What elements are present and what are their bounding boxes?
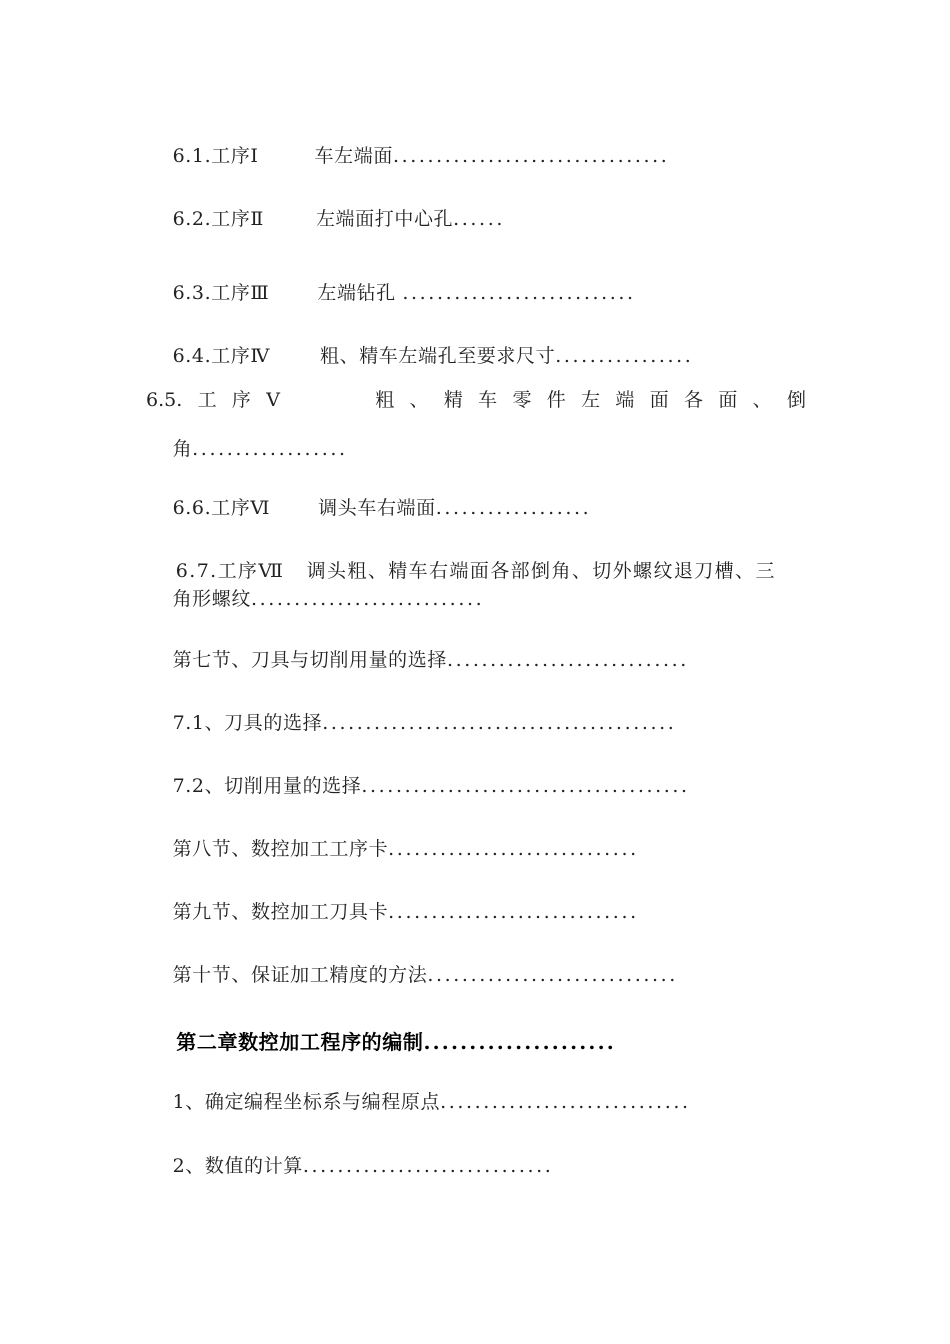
toc-chapter-title: 第二章数控加工程序的编制 xyxy=(176,1030,424,1054)
toc-title: 第七节、刀具与切削用量的选择 xyxy=(172,649,447,671)
toc-entry-6-7-continuation[interactable] xyxy=(146,571,484,628)
toc-entry-section-10[interactable] xyxy=(146,947,678,1004)
toc-word: 精 xyxy=(443,389,463,411)
toc-leader: ............................. xyxy=(388,901,639,923)
toc-leader: ............................. xyxy=(427,964,678,986)
toc-entry-6-1[interactable] xyxy=(146,128,669,185)
toc-entry-section-7[interactable] xyxy=(146,632,689,689)
toc-leader: .................. xyxy=(435,497,592,519)
toc-leader: ............................. xyxy=(388,838,639,860)
toc-entry-6-2[interactable] xyxy=(146,191,505,248)
toc-title: 角形螺纹 xyxy=(172,588,251,610)
toc-entry-2-2[interactable] xyxy=(146,1138,553,1195)
toc-entry-6-5-continuation[interactable] xyxy=(146,421,348,478)
toc-word: 各 xyxy=(684,389,704,411)
toc-leader: ............................ xyxy=(446,649,689,671)
toc-word: 面 xyxy=(718,389,738,411)
toc-entry-section-9[interactable] xyxy=(146,884,639,941)
toc-word: Ⅴ xyxy=(266,389,280,411)
toc-entry-7-2[interactable] xyxy=(146,758,690,815)
toc-word: 工 xyxy=(197,389,217,411)
toc-leader: ......................................... xyxy=(322,712,677,734)
toc-word: 、 xyxy=(752,389,772,411)
toc-number: 6.5. xyxy=(146,389,183,411)
toc-title: 左端钻孔 xyxy=(317,282,403,304)
toc-leader: ............................. xyxy=(440,1091,691,1113)
toc-word: 左 xyxy=(581,389,601,411)
toc-leader: .................. xyxy=(192,438,348,460)
toc-number: 6.1.工序Ⅰ xyxy=(172,145,259,167)
toc-entry-6-6[interactable] xyxy=(146,480,591,537)
toc-word: 车 xyxy=(478,389,498,411)
toc-number: 6.4.工序Ⅳ xyxy=(172,345,270,367)
toc-title: 第八节、数控加工工序卡 xyxy=(172,838,389,860)
toc-number: 6.3.工序Ⅲ xyxy=(172,282,270,304)
toc-title: 粗、精车左端孔至要求尺寸 xyxy=(320,345,556,367)
toc-title: 车左端面 xyxy=(314,145,393,167)
toc-leader: ................................ xyxy=(392,145,670,167)
toc-leader: ............................. xyxy=(302,1155,554,1177)
toc-entry-6-4[interactable] xyxy=(146,328,693,385)
toc-word: 零 xyxy=(512,389,532,411)
toc-word: 、 xyxy=(409,389,429,411)
toc-word: 端 xyxy=(615,389,635,411)
toc-title: 调头车右端面 xyxy=(318,497,436,519)
toc-leader: ...................................... xyxy=(361,775,690,797)
toc-leader: ................ xyxy=(555,345,694,367)
toc-title: 2、数值的计算 xyxy=(172,1155,303,1177)
toc-title: 第十节、保证加工精度的方法 xyxy=(172,964,428,986)
toc-leader: ........................... xyxy=(250,588,485,610)
toc-entry-6-3[interactable] xyxy=(146,265,636,322)
toc-title: 1、确定编程坐标系与编程原点 xyxy=(172,1091,441,1113)
toc-entry-2-1[interactable] xyxy=(146,1074,691,1131)
toc-entry-6-5[interactable] xyxy=(146,391,806,410)
toc-word: 序 xyxy=(231,389,251,411)
toc-leader: ...... xyxy=(453,208,505,230)
toc-leader: ........................... xyxy=(402,282,636,304)
toc-word: 粗 xyxy=(375,389,395,411)
toc-number: 6.2.工序Ⅱ xyxy=(172,208,264,230)
toc-title: 左端面打中心孔 xyxy=(315,208,454,230)
toc-word: 件 xyxy=(546,389,566,411)
toc-entry-chapter-2[interactable] xyxy=(146,1012,616,1072)
toc-title: 角 xyxy=(172,438,193,460)
toc-leader: ..................... xyxy=(423,1030,616,1054)
toc-title: 7.1、刀具的选择 xyxy=(172,712,323,734)
toc-entry-7-1[interactable] xyxy=(146,695,676,752)
toc-word: 倒 xyxy=(786,389,806,411)
toc-title: 7.2、切削用量的选择 xyxy=(172,775,362,797)
toc-word: 面 xyxy=(649,389,669,411)
toc-number: 6.6.工序Ⅵ xyxy=(172,497,271,519)
toc-title: 6.7.工序Ⅶ 调头粗、精车右端面各部倒角、切外螺纹退刀槽、三 xyxy=(175,560,776,582)
toc-entry-section-8[interactable] xyxy=(146,821,639,878)
toc-title: 第九节、数控加工刀具卡 xyxy=(172,901,389,923)
